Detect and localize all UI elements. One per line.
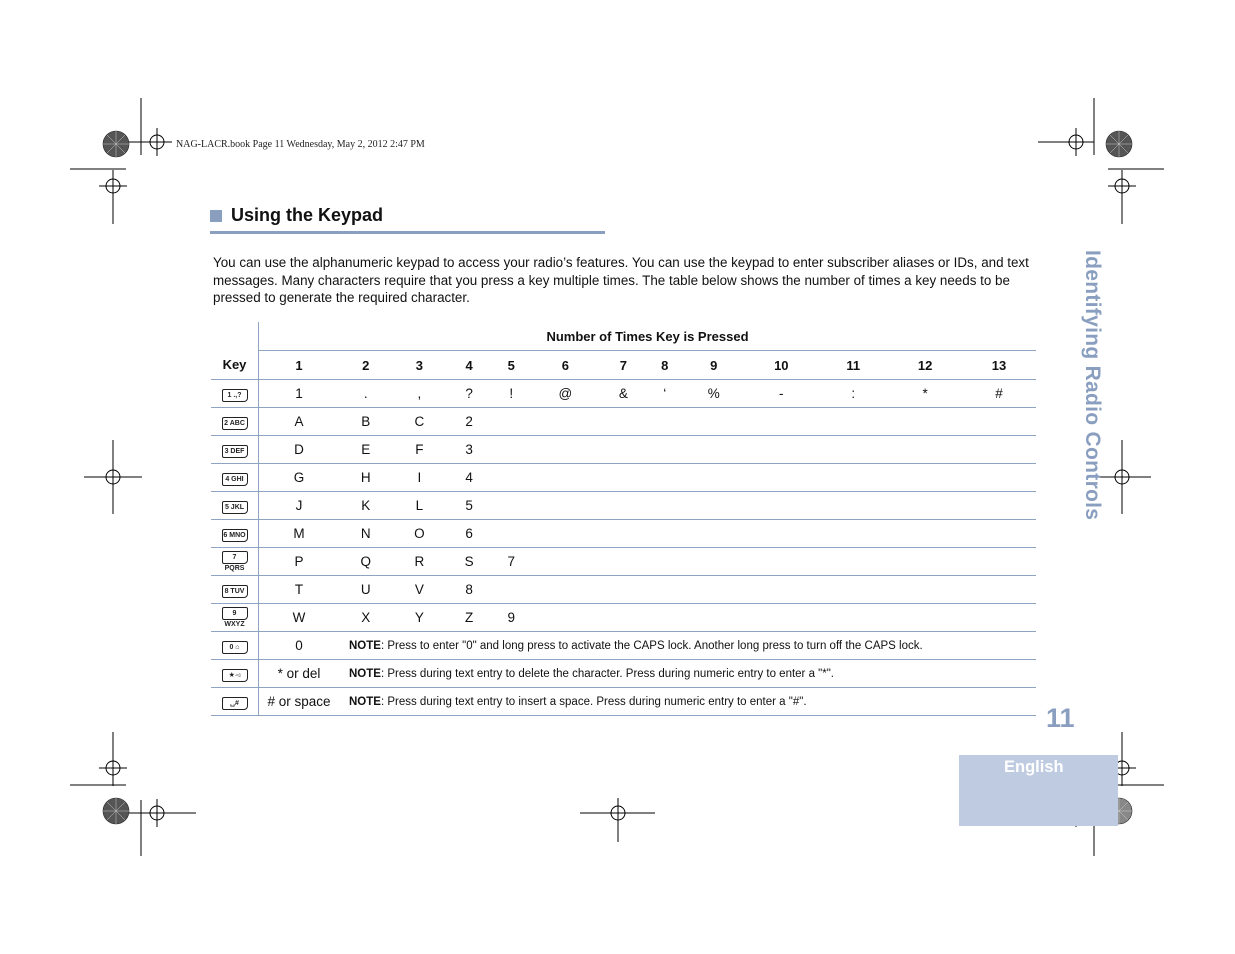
key-cell <box>211 464 259 492</box>
char-cell <box>530 436 600 464</box>
char-cell <box>888 464 962 492</box>
char-cell: - <box>744 380 818 408</box>
char-cell <box>646 464 683 492</box>
table-row <box>211 548 1036 576</box>
table-row <box>211 436 1036 464</box>
count-header: 1 <box>259 351 340 380</box>
count-header: 11 <box>818 351 888 380</box>
char-cell <box>600 436 646 464</box>
note-label: NOTE <box>349 695 381 708</box>
count-header: 3 <box>393 351 447 380</box>
char-cell: 4 <box>446 464 492 492</box>
char-cell <box>530 520 600 548</box>
char-cell: @ <box>530 380 600 408</box>
count-header: 9 <box>683 351 744 380</box>
group-header: Number of Times Key is Pressed <box>259 322 1037 351</box>
key-cell <box>211 436 259 464</box>
char-cell: ‘ <box>646 380 683 408</box>
char-cell <box>744 492 818 520</box>
char-cell: ! <box>492 380 530 408</box>
count-header: 10 <box>744 351 818 380</box>
char-cell <box>683 492 744 520</box>
key-hash-icon: ␣# <box>222 697 248 710</box>
char-cell <box>492 436 530 464</box>
count-header: 12 <box>888 351 962 380</box>
key-5-icon: 5 JKL <box>222 501 248 514</box>
char-cell: B <box>339 408 393 436</box>
char-cell: : <box>818 380 888 408</box>
char-cell <box>888 436 962 464</box>
section-title: Using the Keypad <box>231 205 384 225</box>
char-cell <box>646 548 683 576</box>
count-header: 8 <box>646 351 683 380</box>
count-header: 6 <box>530 351 600 380</box>
char-cell <box>646 436 683 464</box>
char-cell <box>888 576 962 604</box>
table-row <box>211 520 1036 548</box>
char-cell <box>492 492 530 520</box>
char-cell <box>683 548 744 576</box>
print-header: NAG-LACR.book Page 11 Wednesday, May 2, 2012 2:47 PM <box>176 139 425 150</box>
key-cell <box>211 380 259 408</box>
key-7-icon: 7 PQRS <box>222 551 248 564</box>
key-8-icon: 8 TUV <box>222 585 248 598</box>
key-9-icon: 9 WXYZ <box>222 607 248 620</box>
table-note-row <box>211 688 1036 716</box>
count-header: 2 <box>339 351 393 380</box>
char-cell: P <box>259 548 340 576</box>
char-cell <box>600 408 646 436</box>
char-cell <box>646 520 683 548</box>
char-cell <box>600 548 646 576</box>
key-star-icon: ★◅ <box>222 669 248 682</box>
table-row <box>211 492 1036 520</box>
char-cell: 8 <box>446 576 492 604</box>
key-cell <box>211 520 259 548</box>
char-cell: N <box>339 520 393 548</box>
char-cell: W <box>259 604 340 632</box>
table-note-row <box>211 660 1036 688</box>
char-cell: X <box>339 604 393 632</box>
char-cell <box>492 408 530 436</box>
char-cell: , <box>393 380 447 408</box>
char-cell <box>888 520 962 548</box>
char-cell: V <box>393 576 447 604</box>
key-cell <box>211 408 259 436</box>
key-3-icon: 3 DEF <box>222 445 248 458</box>
char-cell <box>962 464 1036 492</box>
char-cell <box>818 576 888 604</box>
char-cell <box>744 436 818 464</box>
char-cell <box>818 492 888 520</box>
note-text: : Press to enter "0" and long press to activate the CAPS lock. Another long press to turn off the CAPS lock. <box>380 639 923 652</box>
char-cell <box>888 604 962 632</box>
table-body <box>211 380 1036 716</box>
char-cell: J <box>259 492 340 520</box>
char-cell: A <box>259 408 340 436</box>
table-row <box>211 604 1036 632</box>
key-cell <box>211 688 259 716</box>
char-cell <box>646 576 683 604</box>
char-cell: E <box>339 436 393 464</box>
table-row <box>211 464 1036 492</box>
char-cell <box>818 604 888 632</box>
count-header: 7 <box>600 351 646 380</box>
char-cell: H <box>339 464 393 492</box>
char-cell <box>683 408 744 436</box>
char-cell: R <box>393 548 447 576</box>
char-cell <box>600 492 646 520</box>
char-cell: # or space <box>259 688 340 716</box>
char-cell <box>530 548 600 576</box>
intro-paragraph: You can use the alphanumeric keypad to access your radio’s features. You can use the keypad to enter subscriber aliases or IDs, and text messages. Many characters require that you press a key multiple times. The table below shows the number of times a key needs to be pressed to generate the required character. <box>213 255 1029 305</box>
char-cell: T <box>259 576 340 604</box>
char-cell: & <box>600 380 646 408</box>
char-cell <box>962 436 1036 464</box>
char-cell: ? <box>446 380 492 408</box>
key-0-icon: 0 ⌂ <box>222 641 248 654</box>
char-cell <box>744 464 818 492</box>
key-cell <box>211 492 259 520</box>
char-cell: D <box>259 436 340 464</box>
char-cell <box>600 520 646 548</box>
char-cell: 5 <box>446 492 492 520</box>
key-4-icon: 4 GHI <box>222 473 248 486</box>
char-cell <box>600 576 646 604</box>
char-cell: 3 <box>446 436 492 464</box>
char-cell: * or del <box>259 660 340 688</box>
char-cell <box>962 492 1036 520</box>
char-cell <box>962 408 1036 436</box>
char-cell <box>818 464 888 492</box>
char-cell: L <box>393 492 447 520</box>
count-header: 5 <box>492 351 530 380</box>
char-cell <box>888 548 962 576</box>
char-cell: M <box>259 520 340 548</box>
key-cell <box>211 576 259 604</box>
char-cell: 9 <box>492 604 530 632</box>
char-cell: F <box>393 436 447 464</box>
char-cell: 1 <box>259 380 340 408</box>
char-cell <box>683 464 744 492</box>
key-cell <box>211 632 259 660</box>
note-label: NOTE <box>349 639 381 652</box>
char-cell <box>888 492 962 520</box>
char-cell: Y <box>393 604 447 632</box>
char-cell <box>818 436 888 464</box>
char-cell <box>600 604 646 632</box>
table-note-row <box>211 632 1036 660</box>
note-cell <box>339 632 1036 660</box>
char-cell <box>888 408 962 436</box>
char-cell <box>530 604 600 632</box>
char-cell <box>744 576 818 604</box>
char-cell <box>530 576 600 604</box>
page-number: 11 <box>1046 703 1075 733</box>
char-cell <box>530 464 600 492</box>
char-cell <box>962 520 1036 548</box>
char-cell <box>646 492 683 520</box>
char-cell <box>492 520 530 548</box>
char-cell <box>492 464 530 492</box>
count-header: 4 <box>446 351 492 380</box>
char-cell <box>530 492 600 520</box>
char-cell: Z <box>446 604 492 632</box>
key-header: Key <box>211 351 259 380</box>
char-cell <box>818 548 888 576</box>
language-label: English <box>1004 758 1064 776</box>
note-text: : Press during text entry to delete the character. Press during numeric entry to enter a "*". <box>380 667 835 680</box>
char-cell <box>683 436 744 464</box>
char-cell <box>962 576 1036 604</box>
table-row <box>211 380 1036 408</box>
char-cell: # <box>962 380 1036 408</box>
char-cell <box>683 576 744 604</box>
char-cell: U <box>339 576 393 604</box>
section-square-icon <box>210 210 222 222</box>
char-cell: 6 <box>446 520 492 548</box>
char-cell <box>818 520 888 548</box>
char-cell <box>600 464 646 492</box>
note-label: NOTE <box>349 667 381 680</box>
char-cell <box>818 408 888 436</box>
note-text: : Press during text entry to insert a space. Press during numeric entry to enter a "#". <box>380 695 807 708</box>
char-cell <box>646 604 683 632</box>
keypad-table <box>211 322 1036 716</box>
count-header: 13 <box>962 351 1036 380</box>
char-cell: S <box>446 548 492 576</box>
char-cell: Q <box>339 548 393 576</box>
char-cell <box>744 408 818 436</box>
table-row <box>211 408 1036 436</box>
char-cell <box>744 520 818 548</box>
char-cell: % <box>683 380 744 408</box>
char-cell: . <box>339 380 393 408</box>
section-heading <box>210 205 605 234</box>
char-cell <box>646 408 683 436</box>
char-cell <box>744 548 818 576</box>
note-cell <box>339 660 1036 688</box>
char-cell <box>683 520 744 548</box>
key-cell <box>211 548 259 576</box>
char-cell <box>530 408 600 436</box>
key-header-spacer <box>211 322 259 351</box>
char-cell: K <box>339 492 393 520</box>
key-1-icon: 1 .,? <box>222 389 248 402</box>
key-cell <box>211 660 259 688</box>
char-cell: I <box>393 464 447 492</box>
key-2-icon: 2 ABC <box>222 417 248 430</box>
char-cell: C <box>393 408 447 436</box>
side-chapter-title: Identifying Radio Controls <box>1081 250 1104 521</box>
char-cell: G <box>259 464 340 492</box>
table-count-header-row <box>211 351 1036 380</box>
key-6-icon: 6 MNO <box>222 529 248 542</box>
char-cell: 7 <box>492 548 530 576</box>
char-cell <box>683 604 744 632</box>
char-cell <box>962 604 1036 632</box>
char-cell: * <box>888 380 962 408</box>
char-cell <box>744 604 818 632</box>
char-cell: 0 <box>259 632 340 660</box>
key-cell <box>211 604 259 632</box>
char-cell <box>492 576 530 604</box>
char-cell: 2 <box>446 408 492 436</box>
char-cell <box>962 548 1036 576</box>
table-row <box>211 576 1036 604</box>
note-cell <box>339 688 1036 716</box>
table-group-header-row <box>211 322 1036 351</box>
char-cell: O <box>393 520 447 548</box>
